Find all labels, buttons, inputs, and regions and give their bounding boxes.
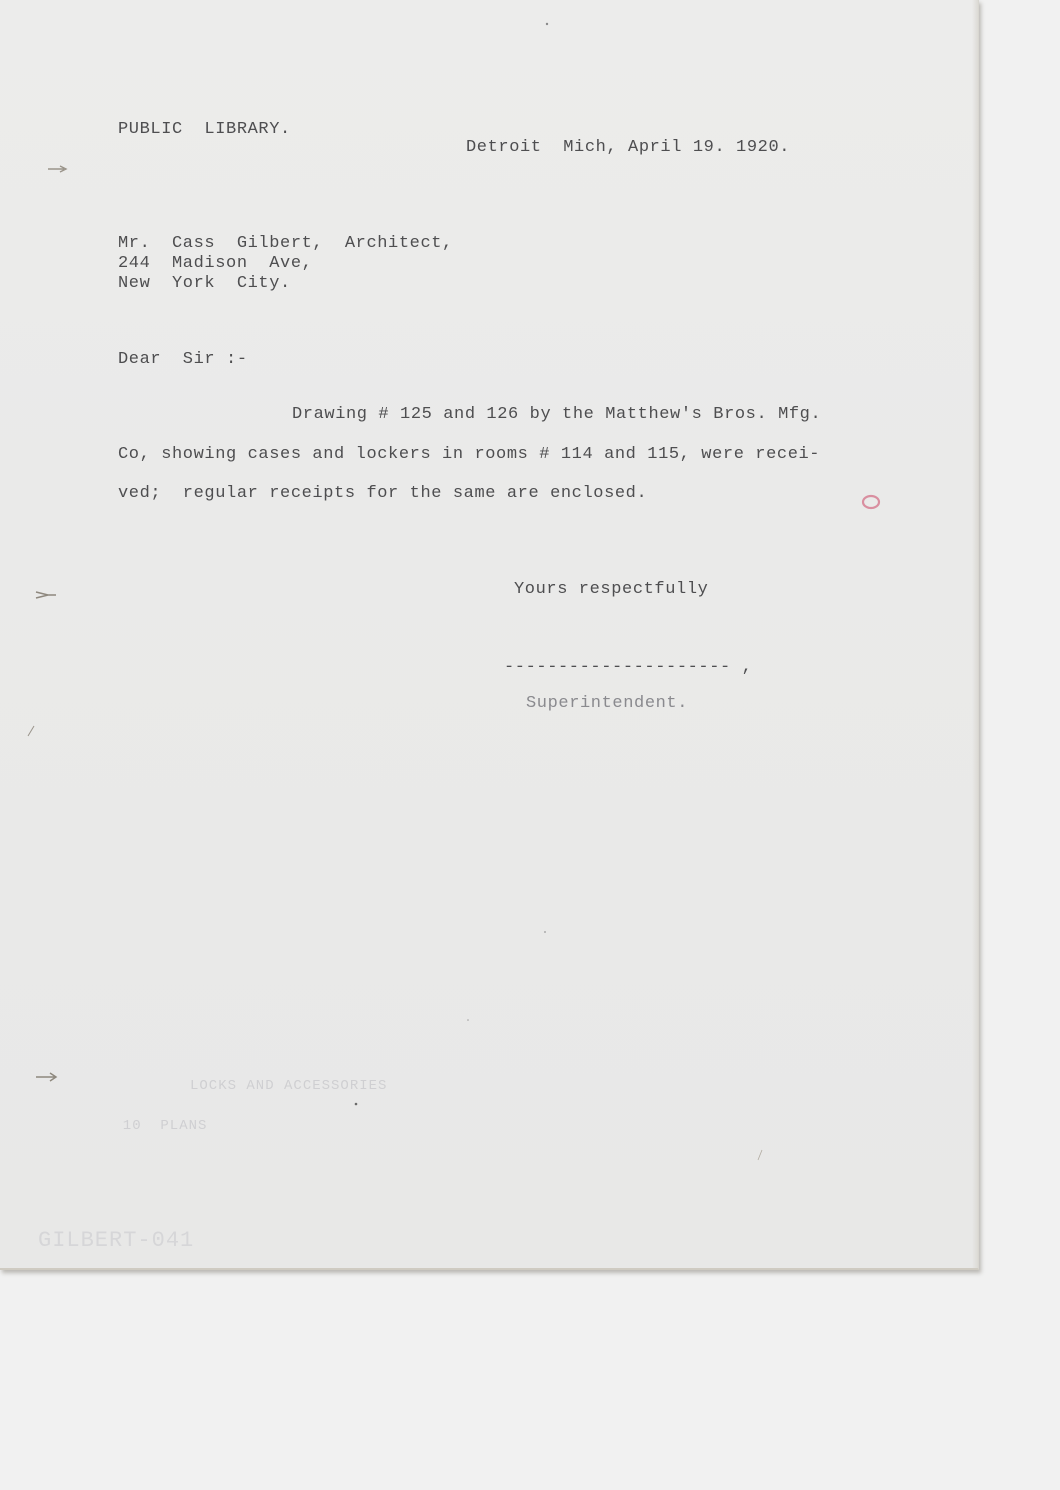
salutation: Dear Sir :- xyxy=(118,350,248,369)
body-line-3: ved; regular receipts for the same are enclosed. xyxy=(118,484,648,503)
body-line-1: Drawing # 125 and 126 by the Matthew's Bros. Mfg. xyxy=(292,405,822,424)
address-line-3: New York City. xyxy=(118,274,291,293)
dateline: Detroit Mich, April 19. 1920. xyxy=(466,138,791,157)
address-line-1: Mr. Cass Gilbert, Architect, xyxy=(118,234,453,253)
signature-line: --------------------- , xyxy=(504,658,753,677)
body-line-2: Co, showing cases and lockers in rooms # 114 and 115, were recei- xyxy=(118,445,821,464)
letterhead: PUBLIC LIBRARY. xyxy=(118,120,291,139)
bleed-through-line-1: LOCKS AND ACCESSORIES xyxy=(190,1078,388,1094)
closing: Yours respectfully xyxy=(514,580,709,599)
bleed-through-archive-number: GILBERT-041 xyxy=(38,1228,195,1253)
address-line-2: 244 Madison Ave, xyxy=(118,254,313,273)
bleed-through-line-2: 10 PLANS xyxy=(104,1118,208,1134)
signature-title: Superintendent. xyxy=(526,694,689,713)
